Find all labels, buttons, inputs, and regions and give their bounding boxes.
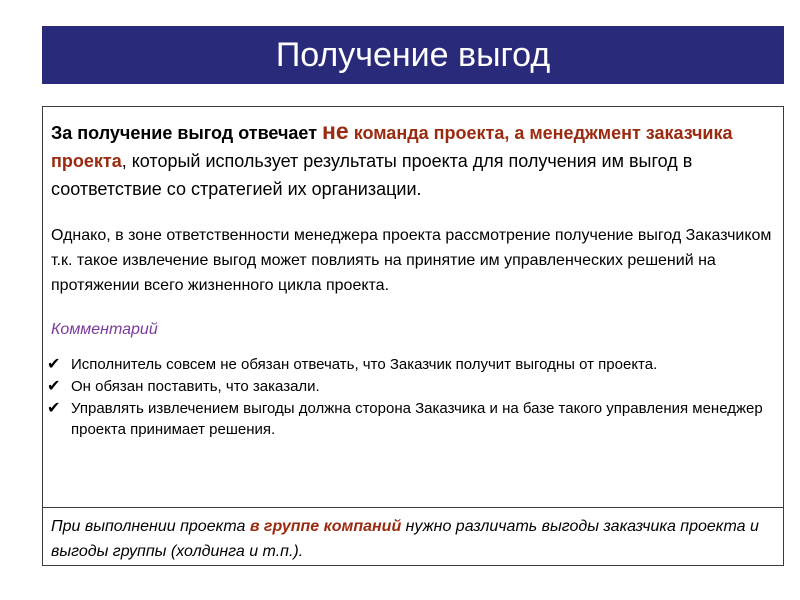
responsibility-paragraph: Однако, в зоне ответственности менеджера проекта рассмотрение получение выгод Заказчиком т.к. такое извлечение выгод может повлиять на принятие им управленческих решений на протяжении всего жизненного цикла проекта. (51, 227, 772, 294)
list-item (43, 354, 775, 375)
checkmark-icon: ✔ (47, 356, 61, 373)
list-item-text: Исполнитель совсем не обязан отвечать, что Заказчик получит выгодны от проекта. (71, 356, 658, 373)
checkmark-icon: ✔ (47, 400, 61, 417)
intro-paragraph (51, 117, 775, 203)
footer-note (51, 514, 775, 564)
intro-ne: не (322, 118, 349, 144)
intro-part1: За получение выгод отвечает (51, 123, 323, 143)
checklist (43, 354, 775, 440)
title-bar (42, 26, 784, 84)
list-item (43, 398, 775, 440)
intro-part3: , который использует результаты проекта для получения им выгод в соответствие со стратегией их организации. (51, 151, 693, 199)
footer-box (42, 508, 784, 566)
comment-label: Комментарий (51, 321, 158, 338)
footer-part2: нужно различать выгоды заказчика проекта и выгоды группы (холдинга и т.п.). (51, 518, 759, 560)
footer-highlight: в группе компаний (249, 518, 402, 535)
checkmark-icon: ✔ (47, 378, 61, 395)
list-item-text: Управлять извлечением выгоды должна сторона Заказчика и на базе такого управления менеджер проекта принимает решения. (71, 400, 763, 438)
page-title: Получение выгод (275, 35, 551, 74)
list-item-text: Он обязан поставить, что заказали. (71, 378, 320, 395)
main-content-box (42, 106, 784, 508)
footer-part1: При выполнении проекта (51, 518, 250, 535)
list-item (43, 376, 775, 397)
intro-part2: команда проекта, а менеджмент заказчика проекта (51, 123, 733, 171)
